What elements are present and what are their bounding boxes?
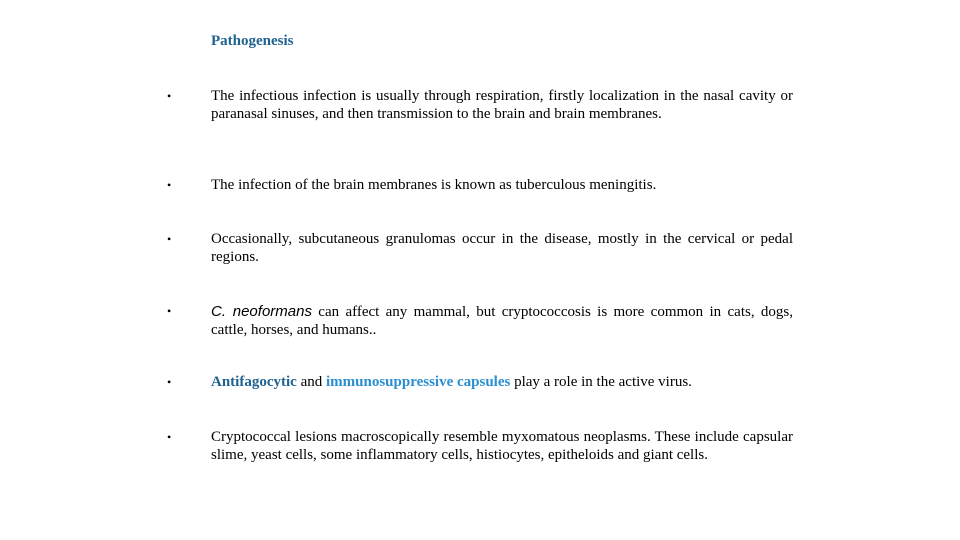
highlight-term: immunosuppressive capsules <box>325 374 511 390</box>
species-name: C. neoformans <box>211 303 312 320</box>
bullet-text-rest: play a role in the active virus. <box>510 374 692 390</box>
bullet-text: The infectious infection is usually through respiration, firstly localization in the nasal cavity or paranasal sinuses, and then transmission to the brain and brain membranes. <box>211 88 793 122</box>
bullet-text <box>211 303 793 339</box>
bullet-icon: • <box>167 232 172 246</box>
bullet-icon: • <box>167 89 172 103</box>
connector-text: and <box>296 374 326 390</box>
bullet-text <box>211 374 793 392</box>
bullet-text-rest: can affect any mammal, but cryptococcosis is more common in cats, dogs, cattle, horses, and humans.. <box>211 304 793 338</box>
bullet-text: The infection of the brain membranes is known as tuberculous meningitis. <box>211 177 657 193</box>
bullet-icon: • <box>167 304 172 318</box>
page-title: Pathogenesis <box>211 33 294 49</box>
bullet-icon: • <box>167 375 172 389</box>
highlight-term: Antifagocytic <box>211 374 297 390</box>
bullet-icon: • <box>167 178 172 192</box>
bullet-text: Cryptococcal lesions macroscopically resemble myxomatous neoplasms. These include capsular slime, yeast cells, some inflammatory cells, histiocytes, epitheloids and giant cells. <box>211 429 793 463</box>
bullet-text: Occasionally, subcutaneous granulomas occur in the disease, mostly in the cervical or pedal regions. <box>211 231 793 265</box>
bullet-icon: • <box>167 430 172 444</box>
